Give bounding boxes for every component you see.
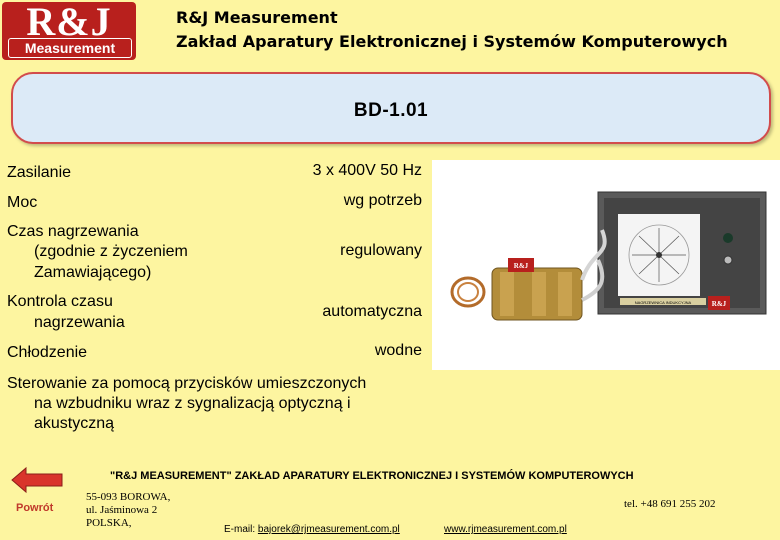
model-title: BD-1.01 (353, 100, 429, 121)
device-logo: R&J (513, 262, 529, 270)
address-line1: 55-093 BOROWA, (86, 491, 171, 503)
spec-label-heating-time-3: Zamawiającego) (34, 264, 152, 281)
email-link[interactable]: bajorek@rjmeasurement.com.pl (257, 524, 400, 535)
logo-mark: R&J (26, 2, 112, 44)
control-note-line1: Sterowanie za pomocą przycisków umieszczonych (7, 375, 367, 392)
website-link[interactable]: www.rjmeasurement.com.pl (444, 524, 567, 535)
spec-value-cooling: wodne (374, 342, 422, 359)
device-photo (432, 160, 780, 370)
spec-value-power: wg potrzeb (343, 192, 422, 209)
footer-company: "R&J MEASUREMENT" ZAKŁAD APARATURY ELEKTRONICZNEJ I SYSTEMÓW KOMPUTEROWYCH (110, 470, 634, 482)
company-logo (2, 2, 136, 60)
spec-label-heating-time: Czas nagrzewania (7, 223, 139, 240)
spec-label-power-supply: Zasilanie (7, 164, 72, 181)
address-line2: ul. Jaśminowa 2 (86, 504, 158, 516)
email-label: E-mail: (224, 524, 256, 535)
spec-value-time-control: automatyczna (322, 303, 422, 320)
spec-label-heating-time-2: (zgodnie z życzeniem (34, 243, 188, 260)
email-row (224, 524, 400, 535)
spec-label-time-control: Kontrola czasu (7, 293, 113, 310)
phone-number: tel. +48 691 255 202 (624, 498, 716, 510)
spec-value-power-supply: 3 x 400V 50 Hz (312, 162, 422, 179)
panel-label: NAGRZEWNICA INDUKCYJNA (634, 300, 692, 305)
company-name: R&J Measurement (176, 8, 338, 27)
back-button[interactable] (10, 466, 66, 499)
address-line3: POLSKA, (86, 517, 132, 529)
spec-value-heating-time: regulowany (340, 242, 422, 259)
back-label[interactable]: Powrót (16, 502, 54, 514)
company-subtitle: Zakład Aparatury Elektronicznej i Systemów Komputerowych (176, 32, 728, 51)
logo-subtitle: Measurement (8, 38, 132, 58)
spec-label-power: Moc (7, 194, 38, 211)
control-note-line3: akustyczną (34, 415, 115, 432)
panel-logo: R&J (711, 300, 727, 308)
spec-label-time-control-2: nagrzewania (34, 314, 125, 331)
spec-label-cooling: Chłodzenie (7, 344, 88, 361)
control-note-line2: na wzbudniku wraz z sygnalizacją optyczną i (34, 395, 351, 412)
title-box (11, 72, 771, 144)
